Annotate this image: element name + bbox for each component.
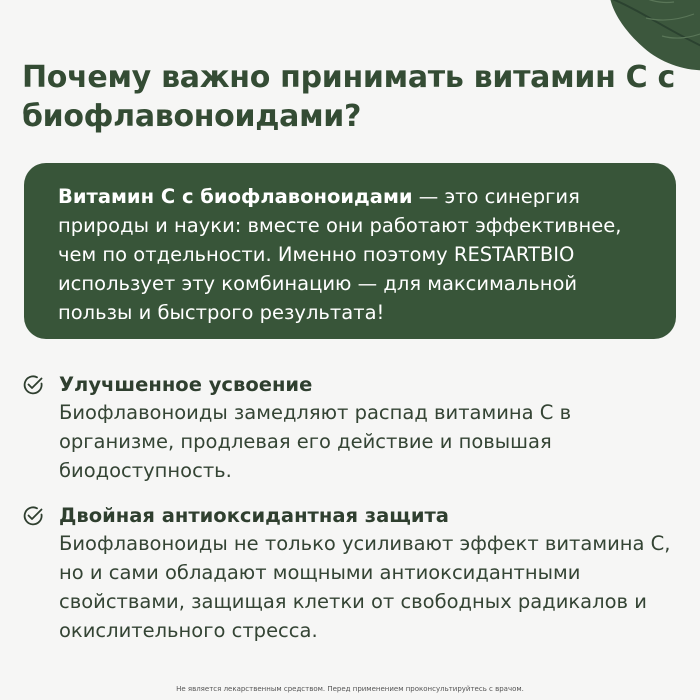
benefit-item bbox=[22, 372, 672, 485]
benefit-text: Биофлавоноиды не только усиливают эффект витамина С, но и сами обладают мощными антиоксидантными свойствами, защищая клетки от свободных радикалов и окислительного стресса. bbox=[59, 532, 671, 642]
check-circle-icon bbox=[22, 374, 44, 396]
disclaimer: Не является лекарственным средством. Перед применением проконсультируйтесь с врачом. bbox=[176, 685, 524, 693]
benefit-title: Улучшенное усвоение bbox=[59, 373, 313, 396]
page-title: Почему важно принимать витамин С с биофлавоноидами? bbox=[22, 60, 675, 134]
intro-card-text: — это синергия природы и науки: вместе они работают эффективнее, чем по отдельности. Именно поэтому RESTARTBIO использует эту комбинацию — для максимальной пользы и быстрого результата! bbox=[58, 185, 622, 324]
benefit-title: Двойная антиоксидантная защита bbox=[59, 504, 449, 527]
intro-card bbox=[24, 163, 676, 339]
intro-card-bold: Витамин С с биофлавоноидами bbox=[58, 185, 413, 208]
check-circle-icon bbox=[22, 505, 44, 527]
benefit-text: Биофлавоноиды замедляют распад витамина С в организме, продлевая его действие и повышая биодоступность. bbox=[59, 401, 572, 482]
benefit-item bbox=[22, 503, 672, 645]
